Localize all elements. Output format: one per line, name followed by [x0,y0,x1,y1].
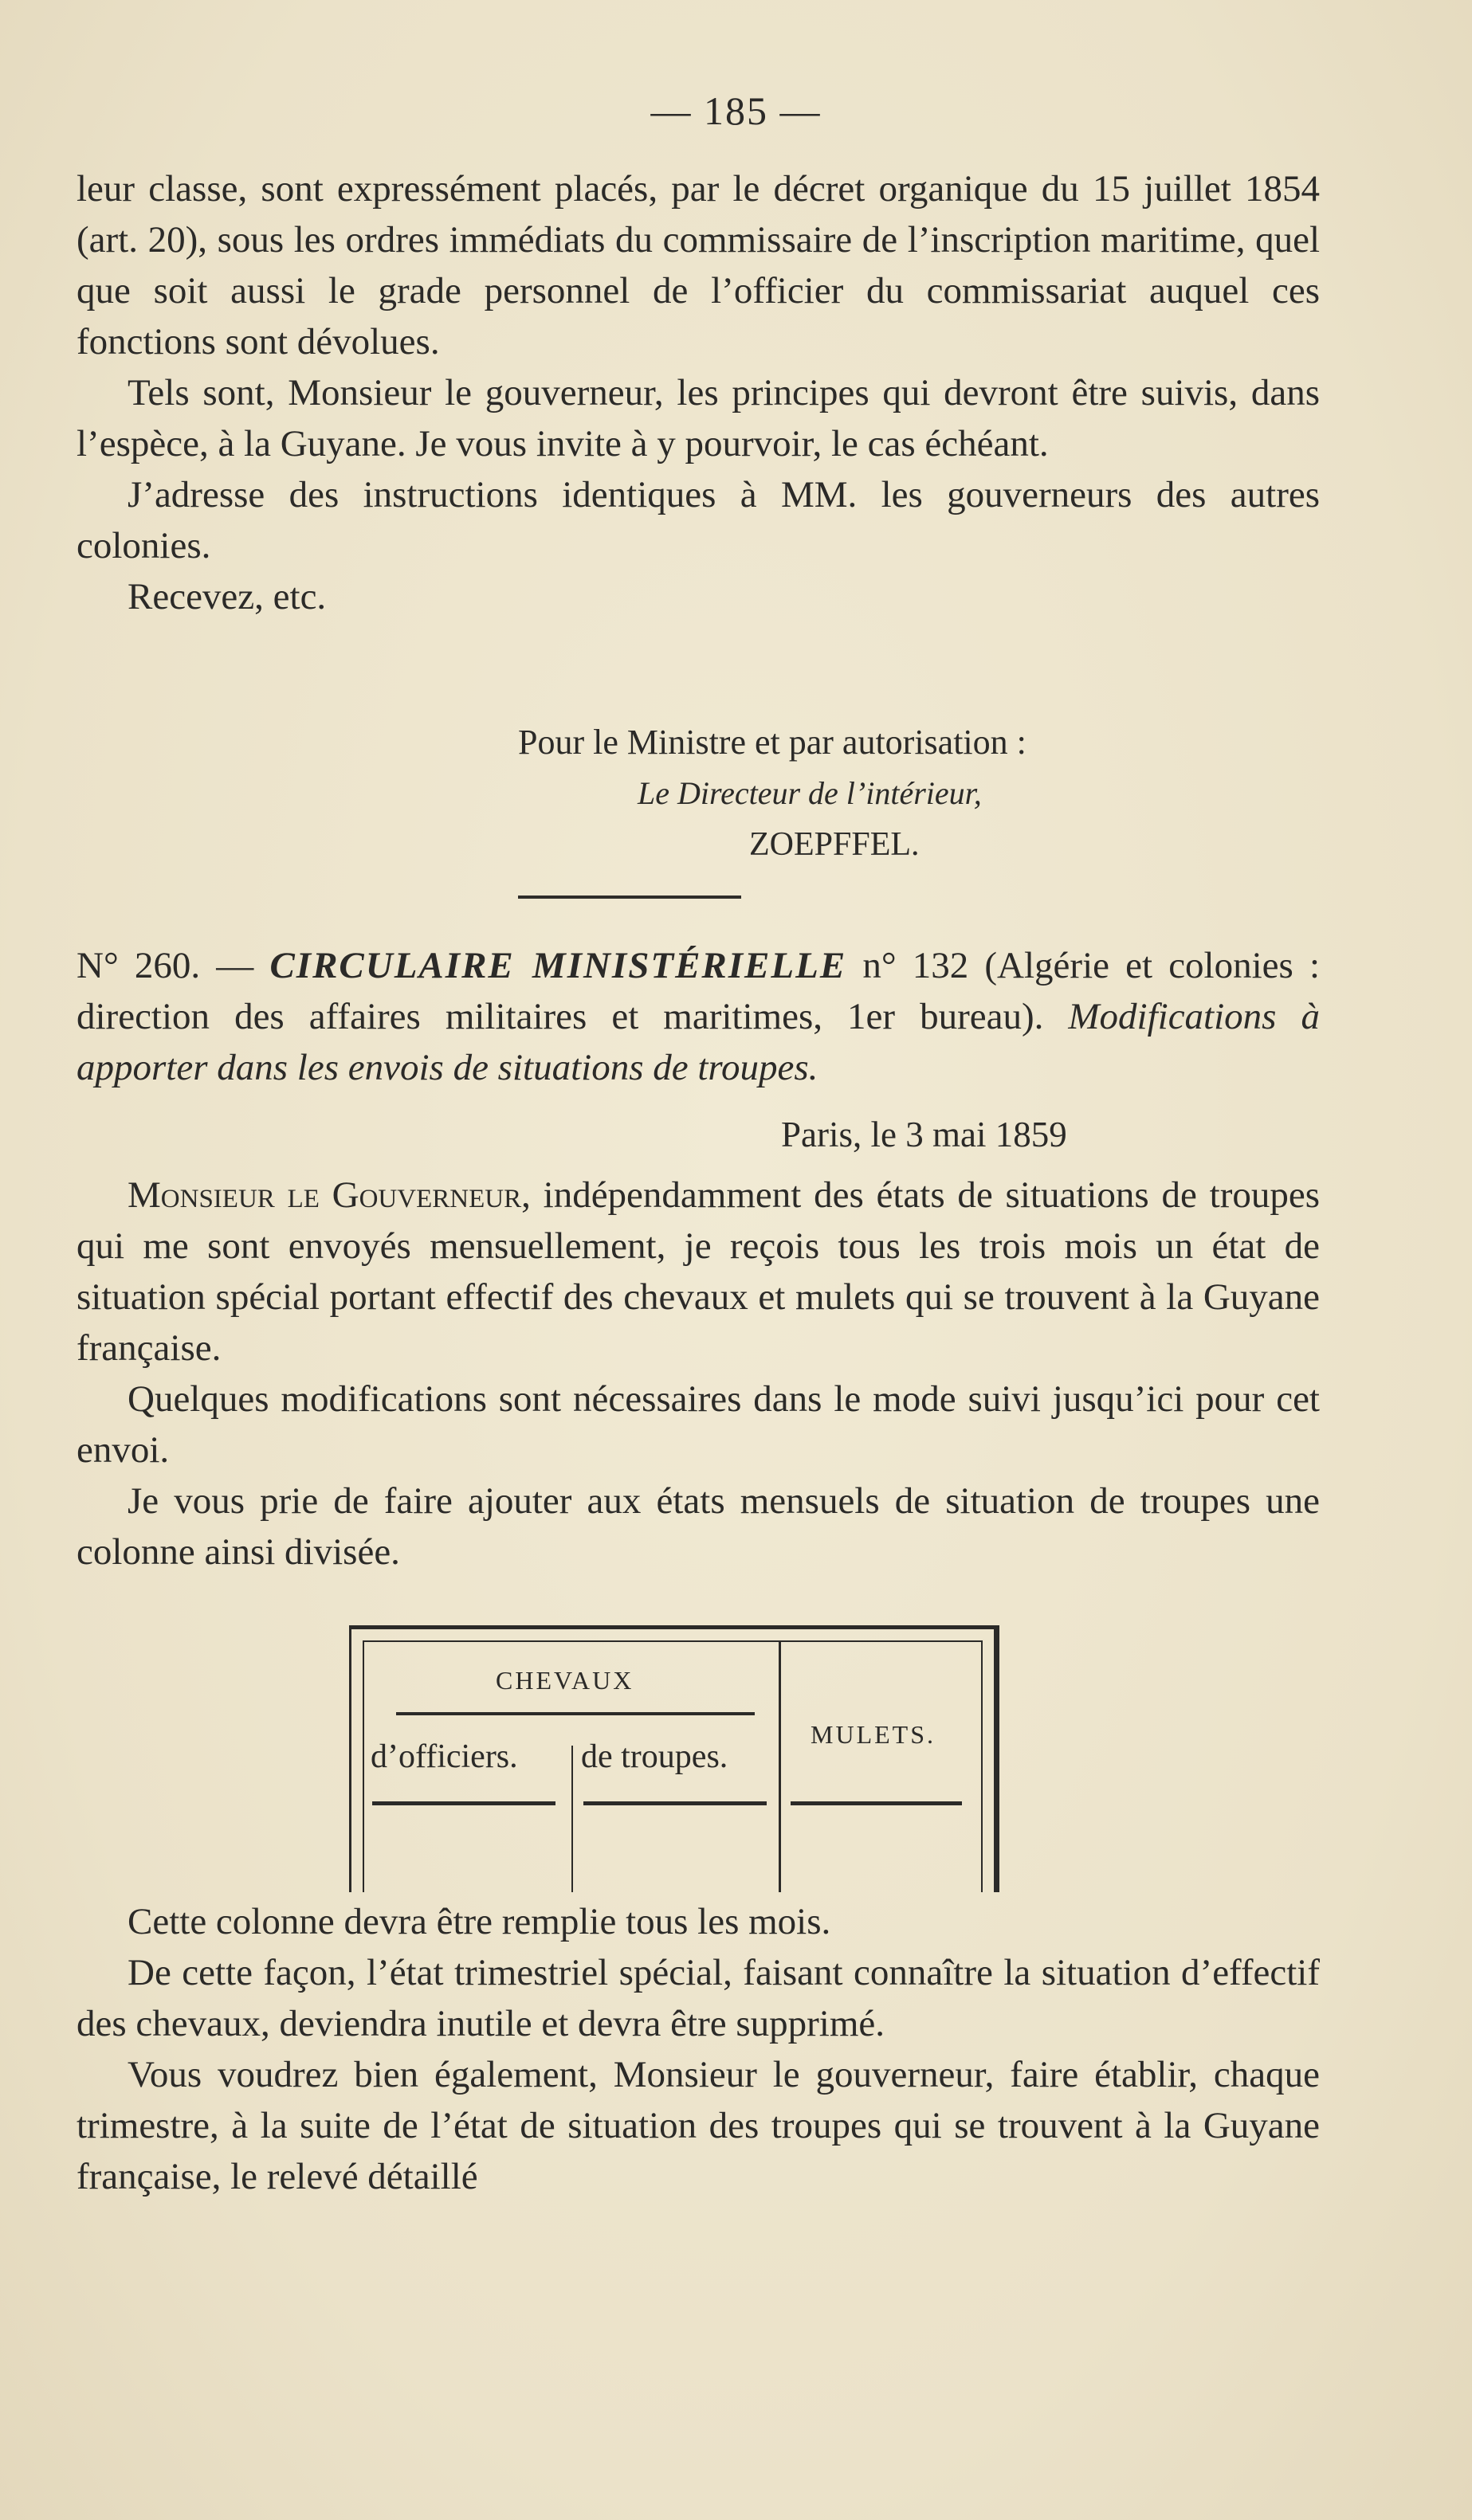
table-inner-divider [571,1746,573,1892]
circular-reference: n° 132 (Algérie et colonies : direction des affaires militaires et maritimes, 1er bureau). [77,945,1321,1037]
table-header-brace [396,1712,755,1715]
body-paragraph-2: Quelques modifications sont nécessaires dans le mode suivi jusqu’ici pour cet envoi. [77,1378,1320,1471]
table-main-divider [779,1642,781,1892]
circular-subject: Modifications à apporter dans les envois de situations de troupes. [77,996,1320,1088]
body-paragraph-1 [77,1170,1320,1374]
signature-line-1: Pour le Ministre et par autorisation : [518,723,1026,762]
table-col-officers: d’officiers. [371,1738,518,1775]
circular-heading [77,940,1320,1093]
table-rule-troops [583,1801,767,1805]
salutation: Monsieur le Gouverneur [128,1174,522,1216]
intro-text [77,163,1320,622]
after-table-text [77,1896,1320,2202]
table-rule-officers [372,1801,555,1805]
section-divider [518,896,741,899]
body-paragraph-3: Je vous prie de faire ajouter aux états mensuels de situation de troupes une colonne ainsi divisée. [77,1480,1320,1573]
signature-line-2: Le Directeur de l’intérieur, [638,775,982,811]
after-paragraph-1: Cette colonne devra être remplie tous les mois. [128,1901,831,1942]
signature-line-3: ZOEPFFEL. [749,826,920,863]
page-number: — 185 — [650,88,822,133]
body-paragraph-1-text: , indépendamment des états de situations de troupes qui me sont envoyés mensuellement, je reçois tous les trois mois un état de situation spécial portant effectif des chevaux et mulets qui se trouvent à la Guyane française. [77,1174,1320,1369]
column-table [349,1625,999,1892]
intro-paragraph-3: J’adresse des instructions identiques à MM. les gouverneurs des autres colonies. [77,474,1320,566]
circular-date: Paris, le 3 mai 1859 [781,1115,1067,1154]
intro-paragraph-1: leur classe, sont expressément placés, par le décret organique du 15 juillet 1854 (art. 20), sous les ordres immédiats du commissaire de l’inscription maritime, quel que soit aussi le grade personnel de l’officier du commissariat auquel ces fonctions sont dévolues. [77,168,1320,363]
after-paragraph-3: Vous voudrez bien également, Monsieur le gouverneur, faire établir, chaque trimestre, à la suite de l’état de situation des troupes qui se trouvent à la Guyane française, le relevé détaillé [77,2054,1320,2197]
table-col-troops: de troupes. [581,1738,728,1775]
circular-number: N° 260. — [77,945,254,986]
body-text [77,1170,1320,1577]
intro-paragraph-2: Tels sont, Monsieur le gouverneur, les principes qui devront être suivis, dans l’espèce, à la Guyane. Je vous invite à y pourvoir, le cas échéant. [77,372,1320,464]
circular-title: CIRCULAIRE MINISTÉRIELLE [269,945,847,986]
table-rule-mules [791,1801,962,1805]
after-paragraph-2: De cette façon, l’état trimestriel spécial, faisant connaître la situation d’effectif des chevaux, deviendra inutile et devra être supprimé. [77,1952,1320,2044]
intro-paragraph-4: Recevez, etc. [128,576,327,617]
table-inner-frame [363,1640,983,1892]
table-group-header: CHEVAUX [496,1666,634,1695]
table-col-mules: MULETS. [811,1720,936,1749]
